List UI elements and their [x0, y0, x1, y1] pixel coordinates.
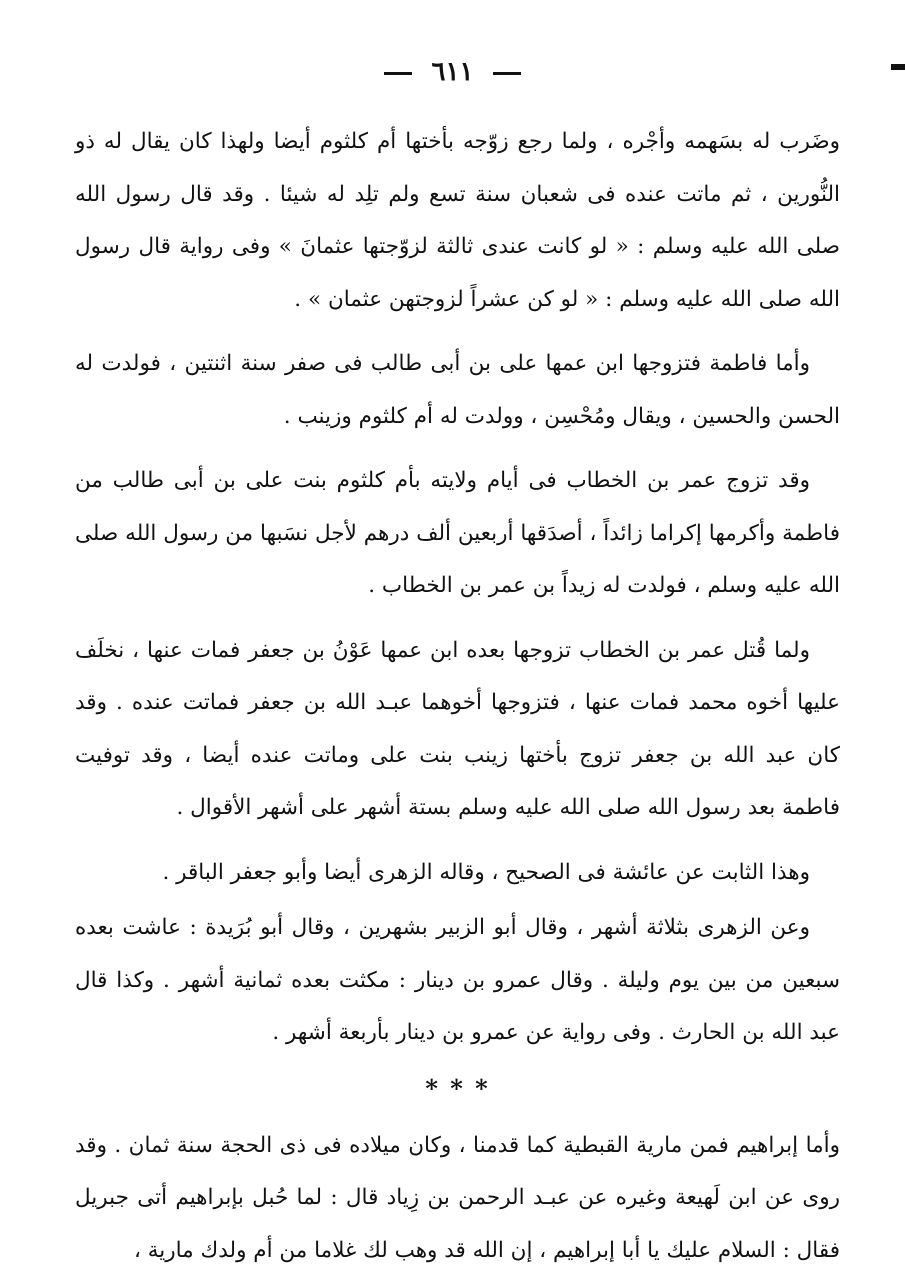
header-dash-left — [384, 72, 412, 75]
header-dash-right — [493, 72, 521, 75]
paragraph: وقد تزوج عمر بن الخطاب فى أيام ولايته بأم كلثوم بنت على بن أبى طالب من فاطمة وأكرمها إكراما زائداً ، أصدَقها أربعين ألف درهم لأجل نسَبها من رسول الله صلى الله عليه وسلم ، فولدت له زيداً بن عمر بن الخطاب . — [75, 468, 840, 598]
paragraph: وأما فاطمة فتزوجها ابن عمها على بن أبى طالب فى صفر سنة اثنتين ، فولدت له الحسن والحسين ، ويقال ومُحْسِن ، وولدت له أم كلثوم وزينب . — [75, 351, 840, 429]
section-separator: * * * — [425, 1073, 490, 1103]
body-text — [75, 116, 840, 1277]
page-number: ٦١١ — [431, 57, 474, 87]
paragraph: وهذا الثابت عن عائشة فى الصحيح ، وقاله الزهرى أيضا وأبو جعفر الباقر . — [162, 859, 810, 885]
paragraph: ولما قُتل عمر بن الخطاب تزوجها بعده ابن عمها عَوْنُ بن جعفر فمات عنها ، نخلَف عليها أخوه محمد فمات عنها ، فتزوجها أخوهما عبـد الله بن جعفر فماتت عنده . وقد كان عبد الله بن جعفر تزوج بأختها زينب بنت على وماتت عنده أيضا ، وقد توفيت فاطمة بعد رسول الله صلى الله عليه وسلم بستة أشهر على أشهر الأقوال . — [75, 637, 840, 820]
paragraph: وضَرب له بسَهمه وأجْره ، ولما رجع زوّجه بأختها أم كلثوم أيضا ولهذا كان يقال له ذو النُّورين ، ثم ماتت عنده فى شعبان سنة تسع ولم تلِد له شيئا . وقد قال رسول الله صلى الله عليه وسلم : « لو كانت عندى ثالثة لزوّجتها عثمانَ » وفى رواية قال رسول الله صلى الله عليه وسلم : « لو كن عشراً لزوجتهن عثمان » . — [75, 129, 840, 312]
page-header — [0, 52, 905, 92]
paragraph: وأما إبراهيم فمن مارية القبطية كما قدمنا ، وكان ميلاده فى ذى الحجة سنة ثمان . وقد روى عن ابن لَهيعة وغيره عن عبـد الرحمن بن زِياد قال : لما حُبل بإبراهيم أتى جبريل فقال : السلام عليك يا أبا إبراهيم ، إن الله قد وهب لك غلاما من أم ولدك مارية ، — [75, 1132, 840, 1263]
paragraph: وعن الزهرى بثلاثة أشهر ، وقال أبو الزبير بشهرين ، وقال أبو بُرَيدة : عاشت بعده سبعين من بين يوم وليلة . وقال عمرو بن دينار : مكثت بعده ثمانية أشهر . وكذا قال عبد الله بن الحارث . وفى رواية عن عمرو بن دينار بأربعة أشهر . — [75, 915, 840, 1045]
